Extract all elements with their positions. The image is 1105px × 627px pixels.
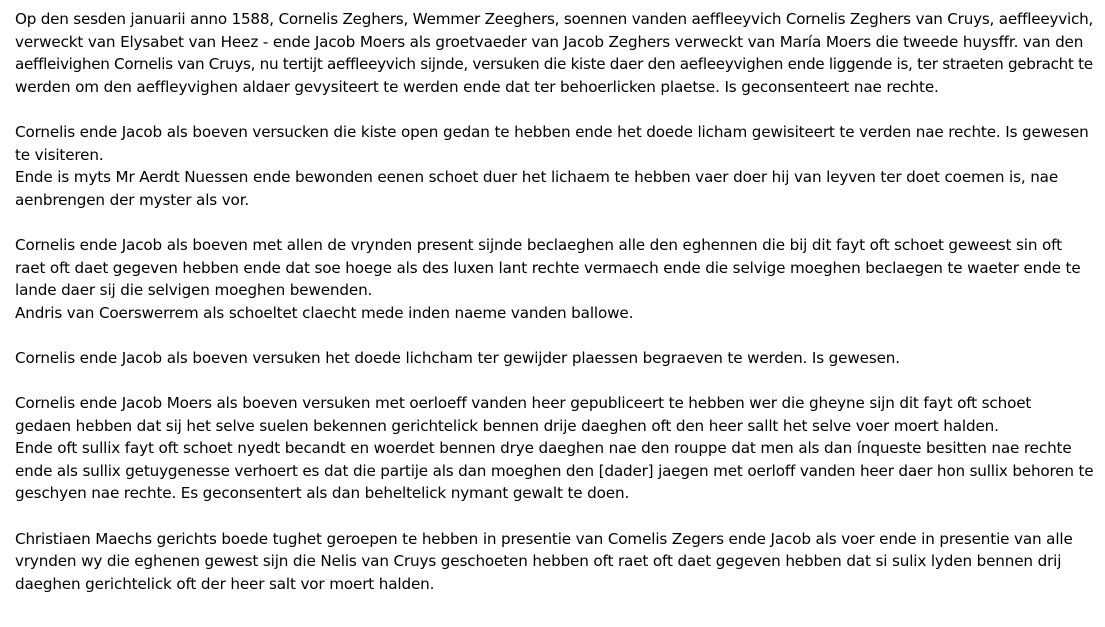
text-line: ende als sullix getuygenesse verhoert es dat die partije als dan moeghen den [dader] jaegen met oerloff vanden heer daer hon sullix behoren te: [15, 461, 1094, 480]
text-line: raet oft daet gegeven hebben ende dat soe hoege als des luxen lant rechte vermaech ende die selvige moeghen beclaegen te waeter ende te: [15, 258, 1081, 277]
paragraph-burial: [15, 347, 1093, 370]
text-line: geschyen nae rechte. Es geconsentert als dan beheltelick nymant gewalt te doen.: [15, 484, 630, 503]
paragraph-open-coffin: [15, 121, 1093, 211]
text-line: aenbrengen der myster als vor.: [15, 190, 250, 209]
text-line: vrynden wy die eghenen gewest sijn die Nelis van Cruys geschoeten hebben oft raet oft daet gegeven hebben dat si sulix lyden bennen drij: [15, 552, 1062, 571]
text-line: gedaen hebben dat sij het selve suelen bekennen gerichtelick bennen drije daeghen oft den heer sallt het selve voer moert halden.: [15, 416, 999, 435]
text-line: daeghen gerichtelick oft der heer salt vor moert halden.: [15, 574, 435, 593]
text-line: lande daer sij die selvigen moeghen bewenden.: [15, 281, 373, 300]
text-line: Ende oft sullix fayt oft schoet nyedt becandt en woerdet bennen drye daeghen nae den rouppe dat men als dan ínqueste besitten nae rechte: [15, 439, 1072, 458]
text-line: Cornelis ende Jacob als boeven versucken die kiste open gedan te hebben ende het doede licham gewisiteert te verden nae rechte. Is gewesen: [15, 122, 1089, 141]
paragraph-publication: [15, 392, 1093, 505]
paragraph-accusation: [15, 234, 1093, 324]
text-line: Cornelis ende Jacob als boeven met allen de vrynden present sijnde beclaeghen alle den eghennen die bij dit fayt oft schoet geweest sin oft: [15, 235, 1062, 254]
text-line: Christiaen Maechs gerichts boede tughet geroepen te hebben in presentie van Comelis Zegers ende Jacob als voer ende in presentie van alle: [15, 529, 1073, 548]
text-line: werden om den aeffleyvighen aldaer gevysiteert te werden ende dat ter behoerlicken plaetse. Is geconsenteert nae rechte.: [15, 77, 939, 96]
paragraph-petition-inspection: [15, 8, 1093, 98]
text-line: aeffleivighen Cornelis van Cruys, nu tertijt aeffleeyvich sijnde, versuken die kiste daer den aefleeyvighen ende liggende is, ter straeten gebracht te: [15, 55, 1093, 74]
text-line: verweckt van Elysabet van Heez - ende Jacob Moers als groetvaeder van Jacob Zeghers verweckt van María Moers die tweede huysffr. van den: [15, 32, 1084, 51]
text-line: te visiteren.: [15, 145, 104, 164]
paragraph-summons: [15, 528, 1093, 596]
text-line: Cornelis ende Jacob als boeven versuken het doede lichcham ter gewijder plaessen begraeven te werden. Is gewesen.: [15, 348, 900, 367]
text-line: Ende is myts Mr Aerdt Nuessen ende bewonden eenen schoet duer het lichaem te hebben vaer doer hij van leyven ter doet coemen is, nae: [15, 168, 1059, 187]
text-line: Andris van Coerswerrem als schoeltet claecht mede inden naeme vanden ballowe.: [15, 303, 634, 322]
text-line: Cornelis ende Jacob Moers als boeven versuken met oerloeff vanden heer gepubliceert te hebben wer die gheyne sijn dit fayt oft schoet: [15, 394, 1032, 413]
text-line: Op den sesden januarii anno 1588, Cornelis Zeghers, Wemmer Zeeghers, soennen vanden aeffleeyvich Cornelis Zeghers van Cruys, aeffleeyvich,: [15, 10, 1094, 28]
